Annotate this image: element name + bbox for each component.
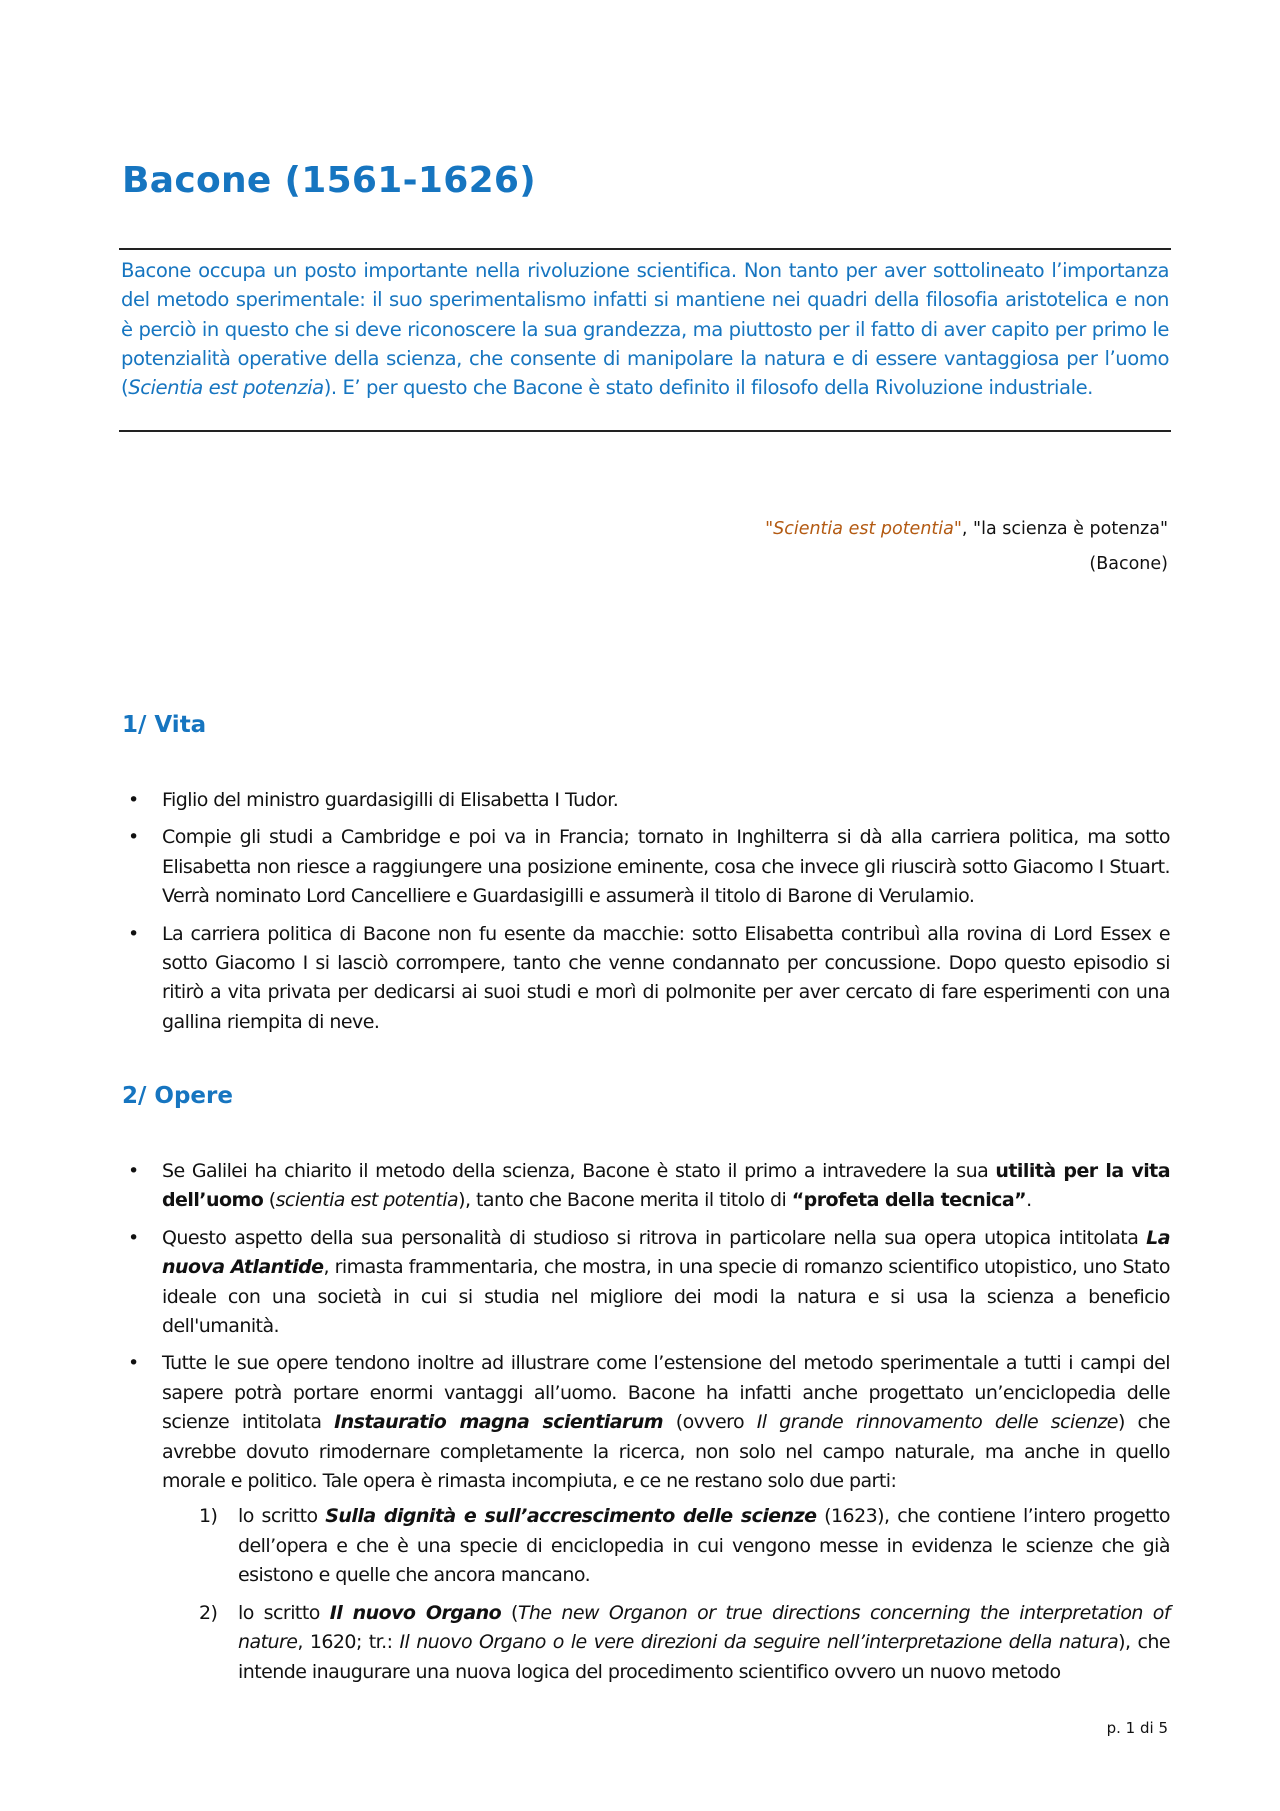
work-title: Sulla dignità e sull’accrescimento delle scienze bbox=[325, 1505, 817, 1528]
text-run: (ovvero bbox=[663, 1411, 757, 1434]
work-title: Il nuovo Organo bbox=[329, 1601, 502, 1624]
sub-list-item bbox=[162, 1599, 1170, 1687]
work-title: Instauratio magna scientiarum bbox=[334, 1411, 664, 1434]
list-item-text: Figlio del ministro guardasigilli di Elisabetta I Tudor. bbox=[162, 789, 619, 811]
quote-line bbox=[765, 512, 1168, 547]
quote-author: (Bacone) bbox=[1089, 554, 1168, 574]
bullet-dot-icon: • bbox=[128, 1352, 139, 1375]
intro-italic: Scientia est potenzia bbox=[128, 376, 324, 400]
italic-run: Il grande rinnovamento delle scienze bbox=[756, 1411, 1118, 1434]
text-run: lo scritto bbox=[238, 1505, 326, 1528]
intro-paragraph bbox=[121, 256, 1169, 402]
list-item bbox=[122, 786, 1170, 815]
bullet-dot-icon: • bbox=[128, 826, 139, 849]
text-run: (1623), che contiene l’intero progetto dell’opera e che è una specie di enciclopedia in cui vengono messe in evidenza le scienze che già esistono e quelle che ancora mancano. bbox=[238, 1505, 1170, 1587]
quote-translation: , "la scienza è potenza" bbox=[961, 519, 1168, 539]
text-run: ), tanto che Bacone merita il titolo di bbox=[458, 1189, 792, 1212]
intro-box bbox=[119, 248, 1171, 432]
sub-list bbox=[162, 1502, 1170, 1686]
italic-run: The new Organon or true directions concerning the interpretation of nature bbox=[238, 1601, 1170, 1654]
intro-text: Bacone occupa un posto importante nella rivoluzione scientifica. Non tanto per aver sottolineato l’importanza del metodo sperimentale: il suo sperimentalismo infatti si mantiene nei quadri della filosofia aristotelica e non è perciò in questo che si deve riconoscere la sua grandezza, ma piuttosto per il fatto di aver capito per primo le potenzialità operative della scienza, che consente di manipolare la natura e di essere vantaggiosa per l’uomo ( bbox=[121, 259, 1169, 400]
opere-list bbox=[122, 1157, 1170, 1695]
list-item bbox=[122, 920, 1170, 1038]
bullet-dot-icon: • bbox=[128, 1226, 139, 1249]
text-run: ( bbox=[501, 1601, 518, 1624]
text-run: ( bbox=[263, 1189, 276, 1212]
bullet-dot-icon: • bbox=[128, 1160, 139, 1182]
list-item-text: Compie gli studi a Cambridge e poi va in Francia; tornato in Inghilterra si dà alla carriera politica, ma sotto Elisabetta non riesce a raggiungere una posizione eminente, cosa che invece gli riuscirà sotto Giacomo I Stuart. Verrà nominato Lord Cancelliere e Guardasigilli e assumerà il titolo di Barone di Verulamio. bbox=[162, 826, 1170, 908]
quote-block bbox=[765, 512, 1168, 582]
list-item bbox=[122, 1224, 1170, 1342]
bullet-dot-icon: • bbox=[128, 789, 139, 811]
section-heading-opere: 2/ Opere bbox=[122, 1083, 233, 1109]
page-number: p. 1 di 5 bbox=[1106, 1719, 1168, 1737]
italic-run: Il nuovo Organo o le vere direzioni da seguire nell’interpretazione della natura bbox=[399, 1631, 1119, 1654]
text-run: , rimasta frammentaria, che mostra, in una specie di romanzo scientifico utopistico, uno Stato ideale con una società in cui si studia nel migliore dei modi la natura e si usa la scienza a beneficio dell'umanità. bbox=[162, 1256, 1171, 1338]
text-run: ) che avrebbe dovuto rimodernare completamente la ricerca, non solo nel campo naturale, ma anche in quello morale e politico. Tale opera è rimasta incompiuta, e ce ne restano solo due parti: bbox=[162, 1411, 1170, 1493]
text-run: , 1620; tr.: bbox=[297, 1631, 400, 1654]
quote-latin: "Scientia est potentia" bbox=[765, 519, 962, 539]
text-run: lo scritto bbox=[238, 1601, 330, 1624]
list-item bbox=[122, 1157, 1170, 1216]
bullet-dot-icon: • bbox=[128, 922, 139, 945]
text-run: Tutte le sue opere tendono inoltre ad illustrare come l’estensione del metodo sperimentale a tutti i campi del sapere potrà portare enormi vantaggi all’uomo. Bacone ha infatti anche progettato un’enciclopedia delle scienze intitolata bbox=[162, 1352, 1170, 1434]
text-run: Se Galilei ha chiarito il metodo della scienza, Bacone è stato il primo a intravedere la sua bbox=[162, 1160, 996, 1182]
intro-text-end: ). E’ per questo che Bacone è stato definito il filosofo della Rivoluzione industriale. bbox=[323, 376, 1093, 400]
work-title: La nuova Atlantide bbox=[162, 1226, 1170, 1279]
text-run: Questo aspetto della sua personalità di studioso si ritrova in particolare nella sua opera utopica intitolata bbox=[162, 1226, 1147, 1249]
list-item bbox=[122, 823, 1170, 911]
section-heading-vita: 1/ Vita bbox=[122, 712, 207, 738]
list-item bbox=[122, 1349, 1170, 1686]
text-run: ), che intende inaugurare una nuova logica del procedimento scientifico ovvero un nuovo metodo bbox=[238, 1631, 1170, 1683]
page-title: Bacone (1561-1626) bbox=[122, 160, 537, 201]
text-run: . bbox=[1026, 1189, 1032, 1212]
bold-run: “profeta della tecnica” bbox=[791, 1189, 1027, 1212]
italic-run: scientia est potentia bbox=[275, 1189, 459, 1212]
list-item-text: La carriera politica di Bacone non fu esente da macchie: sotto Elisabetta contribuì alla rovina di Lord Essex e sotto Giacomo I si lasciò corrompere, tanto che venne condannato per concussione. Dopo questo episodio si ritirò a vita privata per dedicarsi ai suoi studi e morì di polmonite per aver cercato di fare esperimenti con una gallina riempita di neve. bbox=[162, 922, 1170, 1033]
list-number: 1) bbox=[199, 1505, 218, 1528]
vita-list bbox=[122, 786, 1170, 1045]
list-number: 2) bbox=[199, 1601, 218, 1624]
bold-run: utilità per la vita dell’uomo bbox=[162, 1160, 1170, 1212]
sub-list-item bbox=[162, 1502, 1170, 1590]
